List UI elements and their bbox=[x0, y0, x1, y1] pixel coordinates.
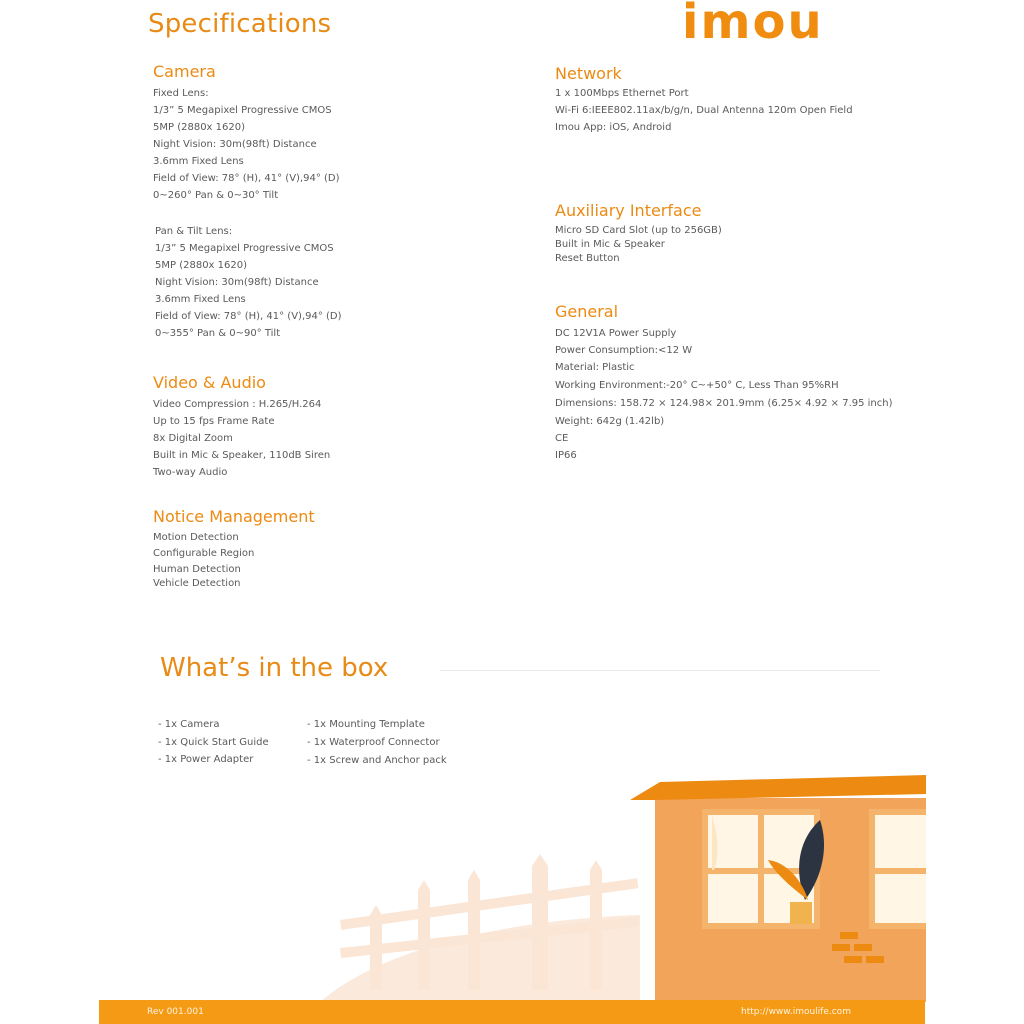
notice-management-list bbox=[153, 530, 254, 590]
spec-line: Motion Detection bbox=[153, 532, 239, 543]
spec-line: 1/3” 5 Megapixel Progressive CMOS bbox=[153, 105, 332, 116]
page-title: Specifications bbox=[148, 9, 332, 39]
spec-line: 8x Digital Zoom bbox=[153, 433, 233, 444]
spec-line: Vehicle Detection bbox=[153, 578, 241, 589]
box-item: - 1x Waterproof Connector bbox=[307, 737, 440, 748]
spec-line: Power Consumption:<12 W bbox=[555, 345, 693, 356]
spec-line: Built in Mic & Speaker, 110dB Siren bbox=[153, 450, 331, 461]
spec-line: Night Vision: 30m(98ft) Distance bbox=[153, 139, 317, 150]
spec-line: Video Compression : H.265/H.264 bbox=[153, 399, 322, 410]
spec-line: Reset Button bbox=[555, 253, 620, 264]
spec-line: Field of View: 78° (H), 41° (V),94° (D) bbox=[155, 311, 342, 322]
general-list bbox=[555, 325, 893, 464]
spec-line: Up to 15 fps Frame Rate bbox=[153, 416, 275, 427]
spec-line: Material: Plastic bbox=[555, 362, 635, 373]
spec-line: Fixed Lens: bbox=[153, 88, 209, 99]
spec-line: 0~355° Pan & 0~90° Tilt bbox=[155, 328, 281, 339]
spec-line: Micro SD Card Slot (up to 256GB) bbox=[555, 225, 722, 236]
camera-pan-tilt-list bbox=[155, 223, 342, 342]
imou-logo: imou bbox=[682, 0, 824, 50]
spec-line: Pan & Tilt Lens: bbox=[155, 226, 233, 237]
spec-line: IP66 bbox=[555, 450, 577, 461]
spec-line: 3.6mm Fixed Lens bbox=[155, 294, 246, 305]
spec-line: Configurable Region bbox=[153, 548, 255, 559]
spec-line: 5MP (2880x 1620) bbox=[153, 122, 245, 133]
network-heading: Network bbox=[555, 64, 622, 83]
camera-heading: Camera bbox=[153, 62, 216, 81]
spec-line: 5MP (2880x 1620) bbox=[155, 260, 247, 271]
box-item: - 1x Power Adapter bbox=[158, 754, 254, 765]
spec-line: Wi-Fi 6:IEEE802.11ax/b/g/n, Dual Antenna 120m Open Field bbox=[555, 105, 853, 116]
whats-in-the-box-heading: What’s in the box bbox=[160, 653, 389, 683]
spec-line: Night Vision: 30m(98ft) Distance bbox=[155, 277, 319, 288]
box-item: - 1x Screw and Anchor pack bbox=[307, 755, 447, 766]
spec-line: Human Detection bbox=[153, 564, 241, 575]
revision-label: Rev 001.001 bbox=[147, 1007, 204, 1017]
spec-line: CE bbox=[555, 433, 569, 444]
box-item: - 1x Camera bbox=[158, 719, 220, 730]
notice-management-heading: Notice Management bbox=[153, 507, 315, 526]
camera-fixed-lens-list bbox=[153, 85, 340, 204]
box-item: - 1x Mounting Template bbox=[307, 719, 425, 730]
spec-line: Two-way Audio bbox=[153, 467, 228, 478]
auxiliary-interface-heading: Auxiliary Interface bbox=[555, 201, 702, 220]
house-window-plant-illustration bbox=[300, 770, 926, 1002]
spec-line: 1 x 100Mbps Ethernet Port bbox=[555, 88, 689, 99]
spec-line: Weight: 642g (1.42lb) bbox=[555, 416, 665, 427]
spec-line: DC 12V1A Power Supply bbox=[555, 328, 677, 339]
spec-line: 1/3” 5 Megapixel Progressive CMOS bbox=[155, 243, 334, 254]
divider bbox=[440, 670, 880, 671]
spec-line: 3.6mm Fixed Lens bbox=[153, 156, 244, 167]
spec-line: Built in Mic & Speaker bbox=[555, 239, 665, 250]
spec-line: 0~260° Pan & 0~30° Tilt bbox=[153, 190, 279, 201]
auxiliary-interface-list bbox=[555, 224, 722, 266]
video-audio-list bbox=[153, 396, 330, 481]
website-link[interactable]: http://www.imoulife.com bbox=[741, 1007, 851, 1017]
box-contents-col2 bbox=[307, 715, 447, 770]
spec-line: Working Environment:-20° C~+50° C, Less Than 95%RH bbox=[555, 380, 839, 391]
box-item: - 1x Quick Start Guide bbox=[158, 737, 269, 748]
footer-bar bbox=[99, 1000, 925, 1024]
general-heading: General bbox=[555, 302, 619, 321]
spec-line: Field of View: 78° (H), 41° (V),94° (D) bbox=[153, 173, 340, 184]
network-list bbox=[555, 85, 853, 136]
box-contents-col1 bbox=[158, 716, 269, 768]
video-audio-heading: Video & Audio bbox=[153, 373, 266, 392]
spec-line: Imou App: iOS, Android bbox=[555, 122, 672, 133]
spec-line: Dimensions: 158.72 × 124.98× 201.9mm (6.25× 4.92 × 7.95 inch) bbox=[555, 398, 893, 409]
